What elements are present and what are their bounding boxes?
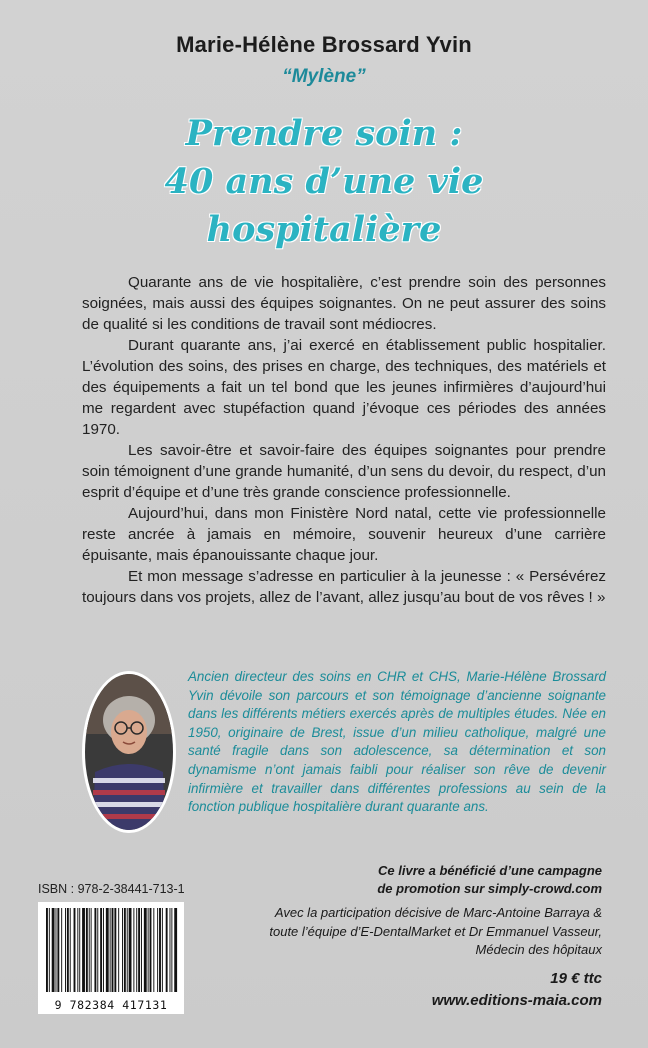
barcode-bar bbox=[106, 908, 109, 992]
barcode-icon bbox=[38, 902, 184, 1014]
campaign-line-2: de promotion sur simply-crowd.com bbox=[377, 881, 602, 896]
barcode-bar bbox=[94, 908, 96, 992]
barcode-bar bbox=[157, 908, 158, 992]
title-line-1: Prendre soin : bbox=[185, 113, 463, 154]
barcode-bar bbox=[70, 908, 71, 992]
barcode-bar bbox=[79, 908, 80, 992]
portrait-photo-icon bbox=[82, 671, 176, 833]
thanks-line-3: Médecin des hôpitaux bbox=[475, 942, 602, 957]
barcode-bar bbox=[122, 908, 123, 992]
blurb-paragraph-3: Les savoir-être et savoir-faire des équipes soignantes pour prendre soin témoignent d’une grande humanité, d’un sens du devoir, du respect, d’un esprit d’équipe et d’une très grande conscience professionnelle. bbox=[82, 442, 606, 501]
barcode-bar bbox=[129, 908, 132, 992]
barcode-bar bbox=[52, 908, 55, 992]
book-title bbox=[0, 110, 648, 254]
barcode-bar bbox=[57, 908, 59, 992]
barcode-bar bbox=[86, 908, 88, 992]
barcode-bar bbox=[144, 908, 147, 992]
title-line-3: hospitalière bbox=[206, 209, 442, 250]
barcode-bar bbox=[127, 908, 128, 992]
thanks-line-2: toute l’équipe d’E-DentalMarket et Dr Emmanuel Vasseur, bbox=[269, 923, 602, 939]
blurb-paragraph-2: Durant quarante ans, j’ai exercé en établissement public hospitalier. L’évolution des soins, des prises en charge, des techniques, des matériels et des équipements a fait un tel bond que les jeunes infirmières d’aujourd’hui me regardent avec stupéfaction quand j’évoque ces périodes des années 1970. bbox=[82, 337, 606, 438]
barcode-bar bbox=[124, 908, 126, 992]
barcode-bar bbox=[136, 908, 137, 992]
barcode-bar bbox=[174, 908, 177, 992]
barcode-bar bbox=[91, 908, 92, 992]
author-name: Marie-Hélène Brossard Yvin bbox=[176, 32, 472, 57]
barcode-bar bbox=[166, 908, 168, 992]
barcode-bar bbox=[67, 908, 69, 992]
acknowledgements bbox=[242, 904, 602, 960]
barcode-bar bbox=[141, 908, 142, 992]
blurb-paragraph-1: Quarante ans de vie hospitalière, c’est prendre soin des personnes soignées, mais aussi des équipes soignantes. On ne peut assurer des soins de qualité si les conditions de travail sont médiocres. bbox=[82, 274, 606, 333]
barcode-bar bbox=[112, 908, 114, 992]
barcode-bar bbox=[148, 908, 149, 992]
blurb-paragraph-4: Aujourd’hui, dans mon Finistère Nord natal, cette vie professionnelle reste ancrée à jamais en mémoire, souvenir heureux d’une carrière épuisante, mais épanouissante chaque jour. bbox=[82, 505, 606, 564]
barcode-bar bbox=[171, 908, 172, 992]
barcode-bar bbox=[61, 908, 62, 992]
barcode-bar bbox=[97, 908, 98, 992]
title-line-2: 40 ans d’une vie bbox=[164, 161, 484, 202]
isbn: ISBN : 978-2-38441-713-1 bbox=[38, 882, 185, 896]
campaign-note bbox=[302, 862, 602, 898]
author-bio: Ancien directeur des soins en CHR et CHS, Marie-Hélène Brossard Yvin dévoile son parcours et son témoignage d’ancienne soignante dans les différents métiers exercés après de multiples études. Née en 1950, originaire de Brest, issue d’un milieu catholique, malgré une santé fragile dans son adolescence, sa détermination et son dynamisme n’ont jamais faibli pour réaliser son rêve de devenir infirmière et travailler dans différentes professions au sein de la fonction publique hospitalière durant quarante ans. bbox=[188, 669, 606, 815]
barcode-bar bbox=[89, 908, 90, 992]
barcode-bar bbox=[74, 908, 76, 992]
barcode-bar bbox=[82, 908, 85, 992]
barcode-bar bbox=[118, 908, 119, 992]
thanks-line-1: Avec la participation décisive de Marc-Antoine Barraya & bbox=[274, 905, 602, 920]
barcode-bar bbox=[46, 908, 48, 992]
barcode-bar bbox=[153, 908, 154, 992]
barcode-number: 9 782384 417131 bbox=[54, 998, 168, 1012]
blurb bbox=[82, 272, 606, 608]
barcode-bar bbox=[159, 908, 161, 992]
barcode-bar bbox=[77, 908, 78, 992]
barcode-bar bbox=[162, 908, 163, 992]
barcode-bar bbox=[100, 908, 102, 992]
barcode-bar bbox=[138, 908, 140, 992]
barcode-bar bbox=[56, 908, 57, 992]
barcode-bar bbox=[114, 908, 116, 992]
barcode-bar bbox=[150, 908, 152, 992]
barcode-bar bbox=[170, 908, 171, 992]
blurb-paragraph-5: Et mon message s’adresse en particulier à la jeunesse : « Persévérez toujours dans vos projets, allez de l’avant, allez jusqu’au bout de vos rêves ! » bbox=[82, 568, 606, 606]
barcode-bar bbox=[133, 908, 134, 992]
barcode-bar bbox=[65, 908, 66, 992]
author-nickname: “Mylène” bbox=[282, 66, 366, 87]
campaign-line-1: Ce livre a bénéficié d’une campagne bbox=[378, 863, 602, 878]
barcode-bar bbox=[49, 908, 50, 992]
price: 19 € ttc bbox=[550, 970, 602, 987]
barcode-bar bbox=[103, 908, 104, 992]
barcode-bar bbox=[110, 908, 111, 992]
publisher-website[interactable]: www.editions-maia.com bbox=[431, 992, 602, 1009]
